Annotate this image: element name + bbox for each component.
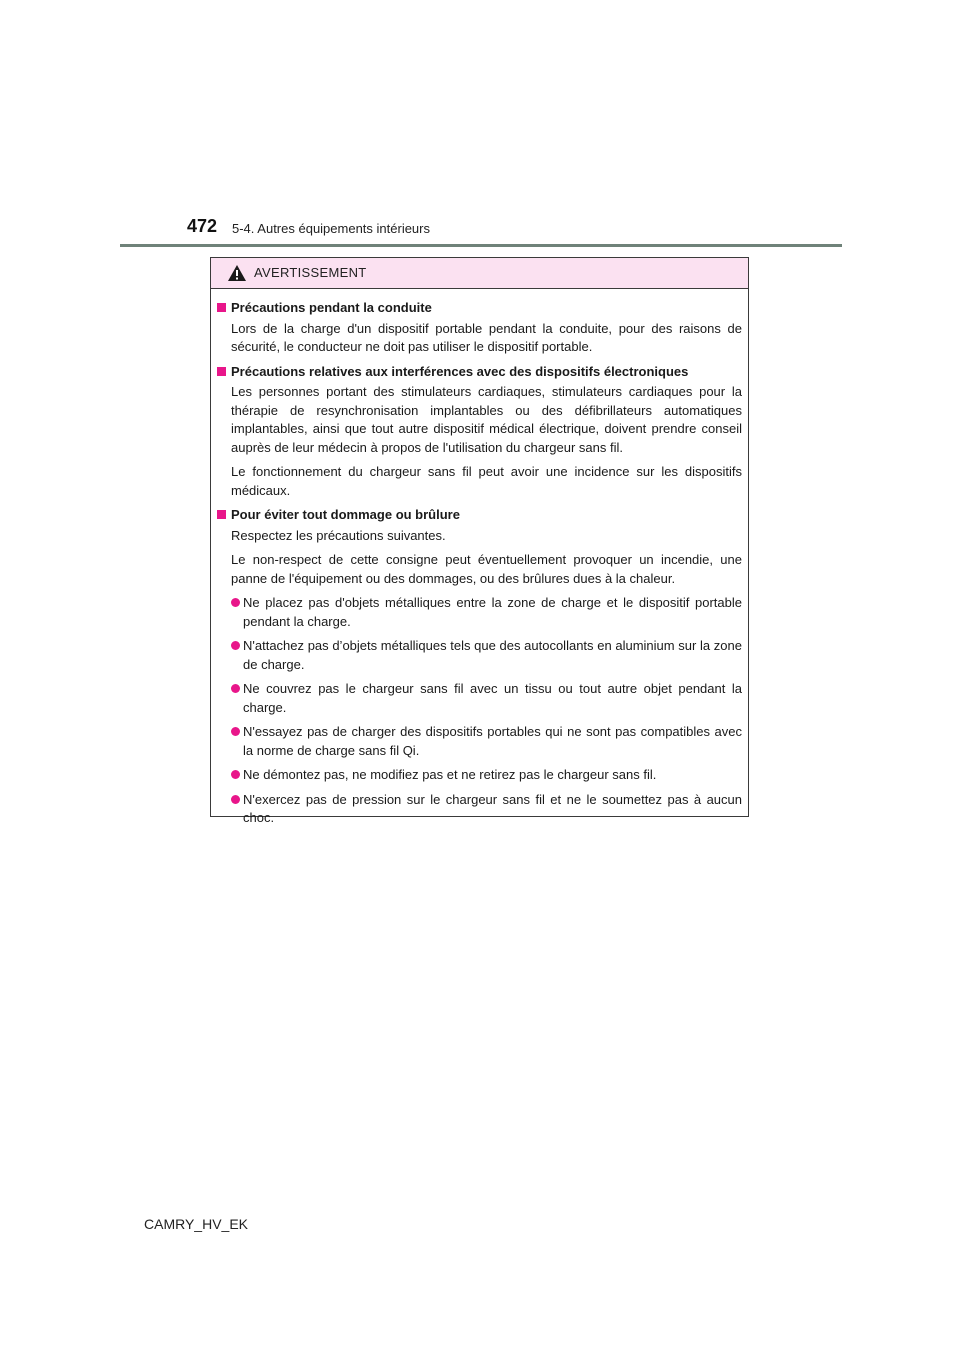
page-number: 472	[187, 216, 218, 236]
list-item	[217, 680, 742, 717]
warning-header	[211, 258, 748, 289]
heading-text: Pour éviter tout dommage ou brûlure	[231, 507, 460, 522]
paragraph: Le fonctionnement du chargeur sans fil peut avoir une incidence sur les dispositifs médicaux.	[231, 464, 742, 498]
warning-box	[210, 257, 749, 825]
list-item-text: N'essayez pas de charger des dispositifs portables qui ne sont pas compatibles avec la norme de charge sans fil Qi.	[243, 724, 742, 758]
list-item	[217, 766, 742, 785]
square-bullet-icon	[217, 510, 226, 519]
list-item	[217, 791, 742, 828]
section-heading	[217, 363, 742, 382]
warning-title: AVERTISSEMENT	[254, 265, 367, 280]
circle-bullet-icon	[231, 684, 240, 693]
section-heading	[217, 506, 742, 525]
circle-bullet-icon	[231, 770, 240, 779]
warning-triangle-icon	[227, 264, 247, 282]
list-item-text: Ne démontez pas, ne modifiez pas et ne retirez pas le chargeur sans fil.	[243, 767, 657, 782]
section-heading	[217, 299, 742, 318]
heading-text: Précautions pendant la conduite	[231, 300, 432, 315]
list-item	[217, 594, 742, 631]
paragraph: Respectez les précautions suivantes.	[231, 527, 446, 543]
circle-bullet-icon	[231, 727, 240, 736]
paragraph: Les personnes portant des stimulateurs cardiaques, stimulateurs cardiaques pour la thérapie de resynchronisation implantables ou des défibrillateurs automatiques implantables, ainsi que tout autre dispositif médical électrique, doivent prendre conseil auprès de leur médecin à propos de l'utilisation du chargeur sans fil.	[231, 384, 742, 455]
list-item-text: Ne couvrez pas le chargeur sans fil avec un tissu ou tout autre objet pendant la charge.	[243, 681, 742, 715]
paragraph: Le non-respect de cette consigne peut éventuellement provoquer un incendie, une panne de l'équipement ou des dommages, ou des brûlures dues à la chaleur.	[231, 552, 742, 586]
heading-text: Précautions relatives aux interférences avec des dispositifs électroniques	[231, 363, 689, 379]
circle-bullet-icon	[231, 795, 240, 804]
square-bullet-icon	[217, 303, 226, 312]
header-divider	[120, 244, 842, 247]
list-item	[217, 723, 742, 760]
circle-bullet-icon	[231, 598, 240, 607]
list-item-text: N'exercez pas de pression sur le chargeur sans fil et ne le soumettez pas à aucun choc.	[243, 791, 742, 825]
square-bullet-icon	[217, 367, 226, 376]
section-title: 5-4. Autres équipements intérieurs	[232, 221, 430, 236]
paragraph: Lors de la charge d'un dispositif portable pendant la conduite, pour des raisons de sécurité, le conducteur ne doit pas utiliser le dispositif portable.	[231, 320, 742, 354]
circle-bullet-icon	[231, 641, 240, 650]
list-item	[217, 637, 742, 674]
warning-body	[211, 289, 748, 828]
document-code: CAMRY_HV_EK	[144, 1216, 249, 1232]
list-item-text: N'attachez pas d’objets métalliques tels que des autocollants en aluminium sur la zone de charge.	[243, 638, 742, 672]
list-item-text: Ne placez pas d'objets métalliques entre la zone de charge et le dispositif portable pendant la charge.	[243, 595, 742, 629]
